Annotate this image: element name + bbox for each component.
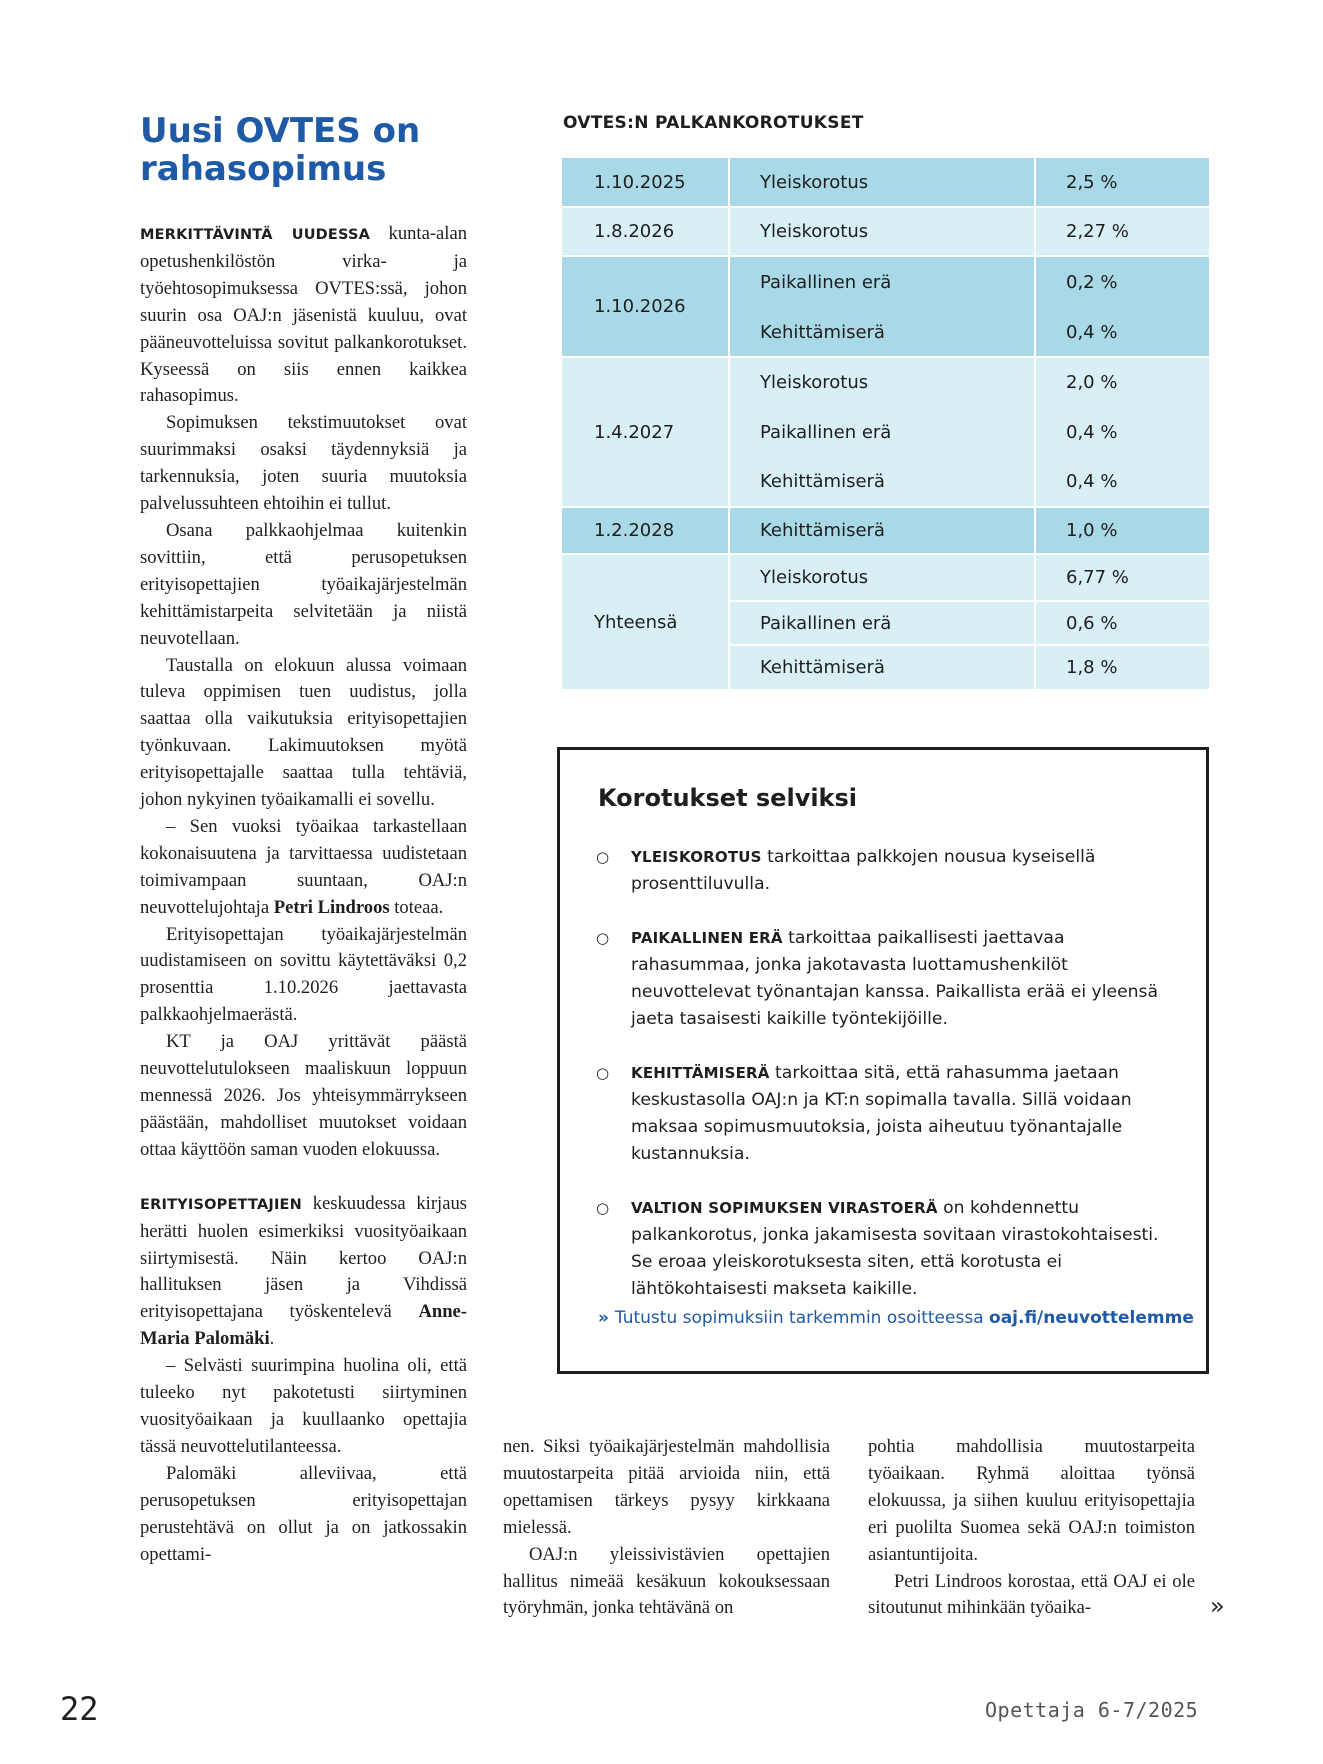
paragraph: Taustalla on elokuun alussa voimaan tuleva oppimisen tuen uudistus, jolla saattaa olla vaikutuksia erityisopettajien työnkuvaan. Lakimuutoksen myötä erityisopettajalle saattaa tulla tehtäviä, johon nykyinen työaikamalli ei sovellu. <box>140 654 467 811</box>
type-cell: Yleiskorotus <box>729 157 1035 207</box>
paragraph: Erityisopettajan työaikajärjestelmän uudistamiseen on sovittu käytettäväksi 0,2 prosenttia 1.10.2026 jaettavasta palkkaohjelmaerästä. <box>140 923 467 1026</box>
article-headline: Uusi OVTES on rahasopimus <box>140 111 421 189</box>
type-cell: Paikallinen erä <box>729 256 1035 308</box>
paragraph: KT ja OAJ yrittävät päästä neuvottelutulokseen maaliskuun loppuun mennessä 2026. Jos yhteisymmärrykseen päästään, mahdolliset muutokset voidaan ottaa käyttöön saman vuoden elokuussa. <box>140 1031 467 1160</box>
percent-cell: 2,0 % <box>1035 357 1210 407</box>
info-box-title: Korotukset selviksi <box>598 784 858 812</box>
magazine-issue: Opettaja 6-7/2025 <box>985 1698 1199 1722</box>
info-box <box>557 747 1209 1374</box>
table-row <box>561 507 1210 554</box>
type-cell: Yleiskorotus <box>729 207 1035 256</box>
date-cell: 1.10.2026 <box>561 256 729 357</box>
percent-cell: 6,77 % <box>1035 554 1210 601</box>
type-cell: Yleiskorotus <box>729 357 1035 407</box>
percent-cell: 0,4 % <box>1035 457 1210 507</box>
type-cell: Yleiskorotus <box>729 554 1035 601</box>
paragraph: Sopimuksen tekstimuutokset ovat suurimmaksi osaksi täydennyksiä ja tarkennuksia, joten suuria muutoksia palvelussuhteen ehtoihin ei tullut. <box>140 412 467 515</box>
paragraph: MERKITTÄVINTÄ UUDESSA kunta-alan opetushenkilöstön virka- ja työehtosopimuksessa OVTES:ssä, johon suurin osa OAJ:n jäsenistä kuuluu, ovat pääneuvotteluissa sovitut palkankorotukset. Kyseessä on siis ennen kaikkea rahasopimus. <box>140 223 468 407</box>
table-title: OVTES:N PALKANKOROTUKSET <box>563 113 864 133</box>
type-cell: Paikallinen erä <box>729 601 1035 645</box>
table-row <box>561 207 1210 256</box>
paragraph: nen. Siksi työaikajärjestelmän mahdollisia muutostarpeita pitää arvioida niin, että opettamisen tärkeys pysyy kirkkaana mielessä. <box>503 1436 830 1538</box>
list-item: ○ VALTION SOPIMUKSEN VIRASTOERÄ on kohdennettu palkankorotus, jonka jakamisesta sovitaan virastokohtaisesti. Se eroaa yleiskorotuksesta siten, että korotusta ei lähtökohtaisesti makseta kaikille. <box>596 1195 1166 1303</box>
date-cell: Yhteensä <box>561 554 729 690</box>
circle-bullet-icon: ○ <box>596 929 610 947</box>
person-name: Anne-Maria Palomäki <box>140 1301 467 1350</box>
term: VALTION SOPIMUKSEN VIRASTOERÄ <box>631 1199 938 1217</box>
percent-cell: 0,4 % <box>1035 407 1210 457</box>
type-cell: Kehittämiserä <box>729 507 1035 554</box>
article-column-2 <box>503 1434 830 1622</box>
circle-bullet-icon: ○ <box>596 1064 610 1082</box>
type-cell: Paikallinen erä <box>729 407 1035 457</box>
paragraph: Petri Lindroos korostaa, että OAJ ei ole sitoutunut mihinkään työaika- <box>868 1570 1195 1619</box>
list-item: ○ KEHITTÄMISERÄ tarkoittaa sitä, että rahasumma jaetaan keskustasolla OAJ:n ja KT:n sopimalla tavalla. Sillä voidaan maksaa sopimusmuutoksia, joista aiheutuu työnantajalle kustannuksia. <box>596 1060 1166 1168</box>
date-cell: 1.4.2027 <box>561 357 729 507</box>
circle-bullet-icon: ○ <box>596 1199 610 1217</box>
pay-raise-table <box>560 156 1211 691</box>
percent-cell: 2,27 % <box>1035 207 1210 256</box>
paragraph: – Sen vuoksi työaikaa tarkastellaan kokonaisuutena ja tarvittaessa uudistetaan toimivampaan suuntaan, OAJ:n neuvottelujohtaja Petri Lindroos toteaa. <box>140 815 467 918</box>
table-row <box>561 256 1210 308</box>
article-column-1 <box>140 221 467 1568</box>
double-chevron-icon: » <box>598 1308 615 1328</box>
type-cell: Kehittämiserä <box>729 645 1035 690</box>
list-item: ○ PAIKALLINEN ERÄ tarkoittaa paikallisesti jaettavaa rahasummaa, jonka jakotavasta luottamushenkilöt neuvottelevat työnantajan kanssa. Paikallista erää ei yleensä jaeta tasaisesti kaikille työntekijöille. <box>596 925 1166 1033</box>
paragraph: pohtia mahdollisia muutostarpeita työaikaan. Ryhmä aloittaa työnsä elokuussa, ja siihen kuuluu erityisopettajia eri puolilta Suomea sekä OAJ:n toimiston asiantuntijoita. <box>868 1436 1195 1565</box>
more-info-link[interactable]: » Tutustu sopimuksiin tarkemmin osoitteessa oaj.fi/neuvottelemme <box>598 1308 1194 1328</box>
percent-cell: 1,8 % <box>1035 645 1210 690</box>
term: PAIKALLINEN ERÄ <box>631 929 783 947</box>
url-link[interactable]: oaj.fi/neuvottelemme <box>989 1308 1194 1328</box>
article-column-3 <box>868 1434 1195 1622</box>
list-item: ○ YLEISKOROTUS tarkoittaa palkkojen nousua kyseisellä prosenttiluvulla. <box>596 844 1166 898</box>
continue-arrow-icon: » <box>1210 1592 1225 1620</box>
paragraph: Osana palkkaohjelmaa kuitenkin sovittiin, että perusopetuksen erityisopettajien työaikajärjestelmän kehittämistarpeita selvitetään ja niistä neuvotellaan. <box>140 519 467 649</box>
definition-list <box>596 844 1166 1330</box>
circle-bullet-icon: ○ <box>596 848 610 866</box>
type-cell: Kehittämiserä <box>729 457 1035 507</box>
percent-cell: 0,6 % <box>1035 601 1210 645</box>
paragraph: OAJ:n yleissivistävien opettajien hallitus nimeää kesäkuun kokouksessaan työryhmän, jonka tehtävänä on <box>503 1543 830 1619</box>
table-row <box>561 357 1210 407</box>
date-cell: 1.10.2025 <box>561 157 729 207</box>
percent-cell: 1,0 % <box>1035 507 1210 554</box>
date-cell: 1.8.2026 <box>561 207 729 256</box>
date-cell: 1.2.2028 <box>561 507 729 554</box>
term: YLEISKOROTUS <box>631 848 762 866</box>
percent-cell: 0,2 % <box>1035 256 1210 308</box>
paragraph: ERITYISOPETTAJIEN keskuudessa kirjaus herätti huolen esimerkiksi vuosityöaikaan siirtymisestä. Näin kertoo OAJ:n hallituksen jäsen ja Vihdissä erityisopettajana työskentelevä Anne-Maria Palomäki. <box>140 1192 467 1350</box>
percent-cell: 2,5 % <box>1035 157 1210 207</box>
type-cell: Kehittämiserä <box>729 308 1035 357</box>
term: KEHITTÄMISERÄ <box>631 1064 770 1082</box>
lead-in: ERITYISOPETTAJIEN <box>140 1196 302 1213</box>
page-number: 22 <box>60 1690 99 1728</box>
paragraph: Palomäki alleviivaa, että perusopetuksen erityisopettajan perustehtävä on ollut ja on jatkossakin opettami- <box>140 1462 467 1565</box>
percent-cell: 0,4 % <box>1035 308 1210 357</box>
paragraph: – Selvästi suurimpina huolina oli, että tuleeko nyt pakotetusti siirtyminen vuosityöaikaan ja kuullaanko opettajia tässä neuvottelutilanteessa. <box>140 1355 467 1457</box>
table-row <box>561 554 1210 601</box>
table-row <box>561 157 1210 207</box>
person-name: Petri Lindroos <box>273 896 390 918</box>
lead-in: MERKITTÄVINTÄ UUDESSA <box>140 227 371 243</box>
